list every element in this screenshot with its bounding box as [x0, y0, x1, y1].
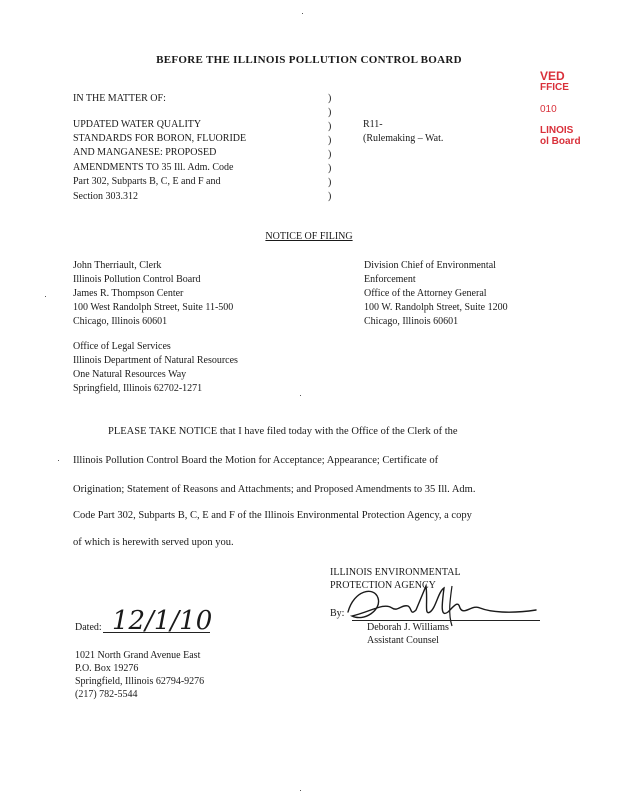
scan-speck [45, 296, 46, 297]
address-line: 100 W. Randolph Street, Suite 1200 [364, 302, 508, 313]
body-line: PLEASE TAKE NOTICE that I have filed today with the Office of the Clerk of the [108, 426, 458, 437]
caption-line: Part 302, Subparts B, C, E and F and [73, 176, 221, 187]
address-line: 100 West Randolph Street, Suite 11-500 [73, 302, 234, 313]
address-line: One Natural Resources Way [73, 369, 187, 380]
stamp-line: FFICE [540, 82, 569, 93]
address-line: Illinois Pollution Control Board [73, 274, 201, 285]
handwritten-date: 12/1/10 [112, 606, 213, 636]
body-line: Code Part 302, Subparts B, C, E and F of the Illinois Environmental Protection Agency, a copy [73, 510, 472, 521]
address-line: Chicago, Illinois 60601 [73, 316, 168, 327]
scan-speck [302, 13, 303, 14]
address-line: John Therriault, Clerk [73, 260, 162, 271]
caption-paren: ) [328, 163, 332, 174]
stamp-line: 010 [540, 104, 557, 115]
scan-speck [58, 460, 59, 461]
signer-name: Deborah J. Williams [367, 622, 449, 633]
caption-paren: ) [328, 121, 332, 132]
stamp-line: ol Board [540, 136, 581, 147]
recipient-attorney-general [364, 259, 508, 329]
body-line: Illinois Pollution Control Board the Motion for Acceptance; Appearance; Certificate of [73, 455, 439, 466]
address-line: Chicago, Illinois 60601 [364, 316, 459, 327]
docket-number: R11- [363, 119, 383, 130]
docket-type: (Rulemaking – Wat. [363, 133, 444, 144]
body-line: Origination; Statement of Reasons and Attachments; and Proposed Amendments to 35 Ill. Adm. [73, 484, 476, 495]
caption-paren: ) [328, 191, 332, 202]
address-line: Office of Legal Services [73, 341, 171, 352]
agency-name: ILLINOIS ENVIRONMENTAL [330, 567, 461, 578]
caption-line: AMENDMENTS TO 35 Ill. Adm. Code [73, 162, 234, 173]
caption-paren: ) [328, 135, 332, 146]
scan-speck [300, 790, 301, 791]
address-line: 1021 North Grand Avenue East [75, 650, 201, 661]
date-line [103, 632, 210, 633]
caption-paren: ) [328, 93, 332, 104]
document-title: BEFORE THE ILLINOIS POLLUTION CONTROL BOARD [156, 54, 462, 66]
caption-paren: ) [328, 177, 332, 188]
caption-paren: ) [328, 107, 332, 118]
signer-title: Assistant Counsel [367, 635, 439, 646]
caption-line: UPDATED WATER QUALITY [73, 119, 202, 130]
address-line: Enforcement [364, 274, 416, 285]
agency-name: PROTECTION AGENCY [330, 580, 436, 591]
dated-label: Dated: [75, 622, 102, 633]
stamp-line: LINOIS [540, 125, 574, 136]
stamp-line: VED [540, 69, 565, 83]
caption-line: AND MANGANESE: PROPOSED [73, 147, 217, 158]
address-line: Springfield, Illinois 62702-1271 [73, 383, 203, 394]
caption-paren: ) [328, 149, 332, 160]
in-the-matter-of: IN THE MATTER OF: [73, 93, 166, 104]
caption-line: STANDARDS FOR BORON, FLUORIDE [73, 133, 247, 144]
recipient-clerk [73, 259, 233, 329]
recipient-dnr [73, 340, 238, 396]
return-address [75, 649, 204, 701]
address-line: Springfield, Illinois 62794-9276 [75, 676, 205, 687]
address-line: Office of the Attorney General [364, 288, 487, 299]
by-label: By: [330, 608, 345, 619]
address-line: Division Chief of Environmental [364, 260, 496, 271]
caption-line: Section 303.312 [73, 191, 138, 202]
address-line: (217) 782-5544 [75, 689, 138, 700]
address-line: Illinois Department of Natural Resources [73, 355, 238, 366]
address-line: P.O. Box 19276 [75, 663, 139, 674]
body-line: of which is herewith served upon you. [73, 537, 234, 548]
notice-heading: NOTICE OF FILING [265, 231, 353, 242]
address-line: James R. Thompson Center [73, 288, 184, 299]
scan-speck [300, 395, 301, 396]
